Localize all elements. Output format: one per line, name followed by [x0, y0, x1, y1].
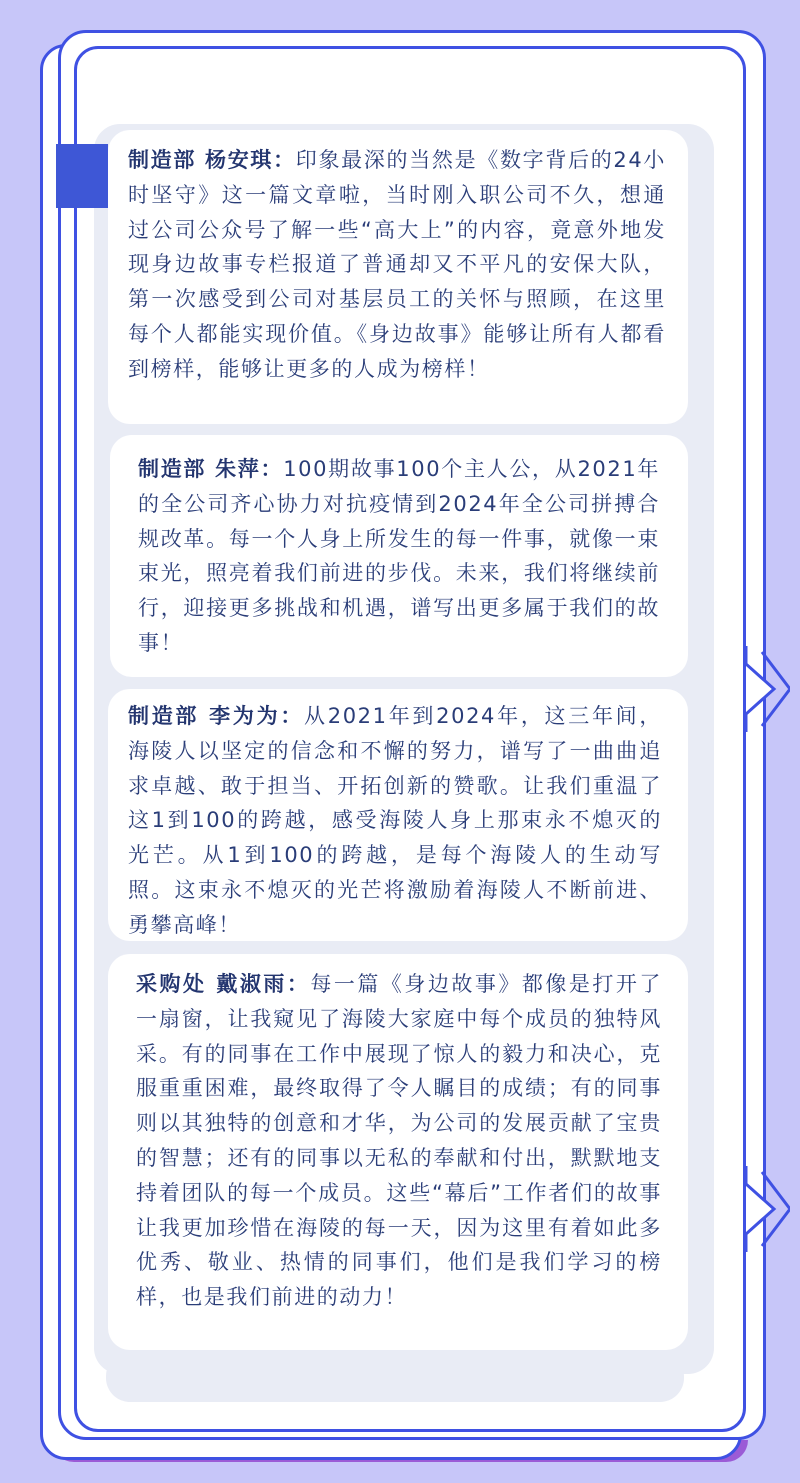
comment-card	[108, 954, 688, 1350]
comment-speaker: 制造部 杨安琪：	[128, 148, 296, 172]
comment-card	[110, 435, 688, 677]
comment-text: 印象最深的当然是《数字背后的24小时坚守》这一篇文章啦，当时刚入职公司不久，想通过公司公众号了解一些“高大上”的内容，竟意外地发现身边故事专栏报道了普通却又不平凡的安保大队，第一次感受到公司对基层员工的关怀与照顾，在这里每个人都能实现价值。《身边故事》能够让所有人都看到榜样，能够让更多的人成为榜样！	[128, 148, 666, 381]
bottom-plate	[106, 1352, 684, 1402]
comment-paragraph	[128, 699, 662, 943]
comment-card	[108, 689, 688, 941]
frame-notch-bottom	[744, 1166, 790, 1252]
frame-notch-top	[744, 646, 790, 732]
comment-card	[108, 130, 688, 424]
comment-text: 100期故事100个主人公，从2021年的全公司齐心协力对抗疫情到2024年全公司拼搏合规改革。每一个人身上所发生的每一件事，就像一束束光，照亮着我们前进的步伐。未来，我们将继续前行，迎接更多挑战和机遇，谱写出更多属于我们的故事！	[138, 457, 660, 655]
comment-paragraph	[128, 143, 666, 387]
comment-speaker: 制造部 朱萍：	[138, 457, 284, 481]
comment-speaker: 制造部 李为为：	[128, 704, 305, 728]
comment-text: 每一篇《身边故事》都像是打开了一扇窗，让我窥见了海陵大家庭中每个成员的独特风采。有的同事在工作中展现了惊人的毅力和决心，克服重重困难，最终取得了令人瞩目的成绩；有的同事则以其独特的创意和才华，为公司的发展贡献了宝贵的智慧；还有的同事以无私的奉献和付出，默默地支持着团队的每一个成员。这些“幕后”工作者们的故事让我更加珍惜在海陵的每一天，因为这里有着如此多优秀、敬业、热情的同事们，他们是我们学习的榜样，也是我们前进的动力！	[136, 972, 662, 1310]
comment-paragraph	[136, 967, 662, 1315]
accent-bar	[56, 144, 108, 208]
comment-text: 从2021年到2024年，这三年间，海陵人以坚定的信念和不懈的努力，谱写了一曲曲追求卓越、敢于担当、开拓创新的赞歌。让我们重温了这1到100的跨越，感受海陵人身上那束永不熄灭的光芒。从1到100的跨越，是每个海陵人的生动写照。这束永不熄灭的光芒将激励着海陵人不断前进、勇攀高峰！	[128, 704, 662, 937]
comment-speaker: 采购处 戴淑雨：	[136, 972, 311, 996]
comment-paragraph	[138, 452, 660, 661]
